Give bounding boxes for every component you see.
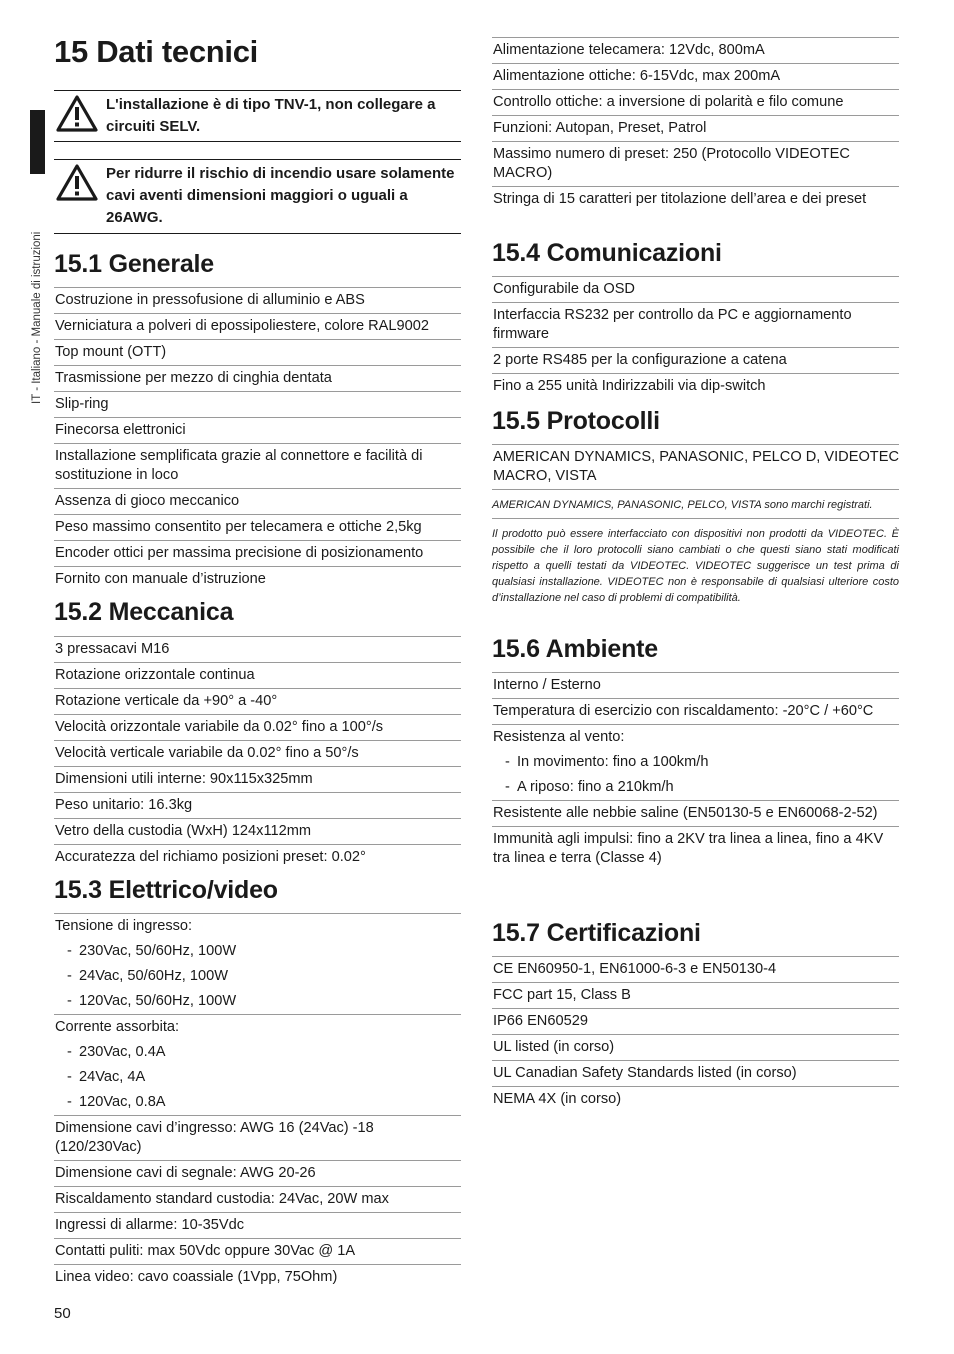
spec-list-certificazioni bbox=[492, 956, 899, 1112]
spec-row: Dimensione cavi di segnale: AWG 20-26 bbox=[54, 1160, 461, 1186]
bullet-dash: - bbox=[67, 1094, 72, 1110]
spec-row: Costruzione in pressofusione di alluminio e ABS bbox=[54, 287, 461, 313]
spec-row: Dimensioni utili interne: 90x115x325mm bbox=[54, 766, 461, 792]
spec-list-generale bbox=[54, 287, 461, 592]
spec-sub-row bbox=[54, 1090, 461, 1115]
spec-row: Configurabile da OSD bbox=[492, 276, 899, 302]
spec-row: Peso unitario: 16.3kg bbox=[54, 792, 461, 818]
sidebar-label bbox=[29, 180, 47, 410]
spec-sub-row bbox=[54, 1065, 461, 1090]
bullet-dash: - bbox=[67, 993, 72, 1009]
spec-row: CE EN60950-1, EN61000-6-3 e EN50130-4 bbox=[492, 956, 899, 982]
spec-row: Accuratezza del richiamo posizioni preset: 0.02° bbox=[54, 844, 461, 870]
spec-row: Tensione di ingresso: bbox=[54, 913, 461, 939]
section-title-protocolli: 15.5 Protocolli bbox=[492, 407, 660, 435]
spec-row: Massimo numero di preset: 250 (Protocollo VIDEOTEC MACRO) bbox=[492, 141, 899, 186]
warning-text: L'installazione è di tipo TNV-1, non collegare a circuiti SELV. bbox=[106, 96, 436, 135]
sidebar-marker bbox=[30, 110, 45, 174]
spec-row: Peso massimo consentito per telecamera e ottiche 2,5kg bbox=[54, 514, 461, 540]
spec-sub-row bbox=[492, 775, 899, 800]
spec-row: Rotazione verticale da +90° a -40° bbox=[54, 688, 461, 714]
warning-icon bbox=[56, 95, 98, 133]
spec-row: AMERICAN DYNAMICS, PANASONIC, PELCO D, VIDEOTEC MACRO, VISTA bbox=[492, 444, 899, 490]
warning-box bbox=[54, 159, 461, 234]
spec-row: Funzioni: Autopan, Preset, Patrol bbox=[492, 115, 899, 141]
spec-row: Verniciatura a polveri di epossipoliestere, colore RAL9002 bbox=[54, 313, 461, 339]
spec-sub-row bbox=[492, 750, 899, 775]
spec-row: Stringa di 15 caratteri per titolazione dell’area e dei preset bbox=[492, 186, 899, 212]
spec-row: Immunità agli impulsi: fino a 2KV tra linea a linea, fino a 4KV tra linea e terra (Classe 4) bbox=[492, 826, 899, 871]
spec-sub-text: In movimento: fino a 100km/h bbox=[517, 754, 709, 770]
spec-row: Resistente alle nebbie saline (EN50130-5 e EN60068-2-52) bbox=[492, 800, 899, 826]
page-number: 50 bbox=[54, 1305, 71, 1322]
spec-row: UL listed (in corso) bbox=[492, 1034, 899, 1060]
sidebar-label-text: IT - Italiano - Manuale di istruzioni bbox=[31, 231, 43, 404]
spec-row: Resistenza al vento: bbox=[492, 724, 899, 750]
spec-sub-row bbox=[54, 1040, 461, 1065]
compatibility-note: Il prodotto può essere interfacciato con dispositivi non prodotti da VIDEOTEC. È possibile che il loro protocolli siano cambiati o che questi siano stati modificati rispetto a quelli testati da VIDEOTEC. VIDEOTEC suggerisce un test prima di qualsiasi installazione. VIDEOTEC non è responsabile di qualsiasi ulteriore costo d’installazione nel caso di problemi di compatibilità. bbox=[492, 528, 899, 604]
spec-row: Fornito con manuale d’istruzione bbox=[54, 566, 461, 592]
spec-sub-text: A riposo: fino a 210km/h bbox=[517, 779, 674, 795]
bullet-dash: - bbox=[67, 1044, 72, 1060]
spec-sub-row bbox=[54, 964, 461, 989]
spec-sub-text: 120Vac, 50/60Hz, 100W bbox=[79, 993, 237, 1009]
spec-sub-text: 24Vac, 4A bbox=[79, 1069, 146, 1085]
spec-row: Ingressi di allarme: 10-35Vdc bbox=[54, 1212, 461, 1238]
spec-row: Encoder ottici per massima precisione di posizionamento bbox=[54, 540, 461, 566]
warning-text: Per ridurre il rischio di incendio usare solamente cavi aventi dimensioni maggiori o uguali a 26AWG. bbox=[106, 165, 455, 226]
spec-row: 3 pressacavi M16 bbox=[54, 636, 461, 662]
section-title-elettrico: 15.3 Elettrico/video bbox=[54, 876, 278, 904]
spec-row: Linea video: cavo coassiale (1Vpp, 75Ohm) bbox=[54, 1264, 461, 1290]
spec-sub-text: 230Vac, 0.4A bbox=[79, 1044, 166, 1060]
spec-sub-text: 120Vac, 0.8A bbox=[79, 1094, 166, 1110]
spec-row: NEMA 4X (in corso) bbox=[492, 1086, 899, 1112]
spec-list-elettrico-cont bbox=[492, 37, 899, 212]
spec-row: Interfaccia RS232 per controllo da PC e aggiornamento firmware bbox=[492, 302, 899, 347]
spec-row: Controllo ottiche: a inversione di polarità e filo comune bbox=[492, 89, 899, 115]
spec-row: Velocità verticale variabile da 0.02° fino a 50°/s bbox=[54, 740, 461, 766]
spec-sub-row bbox=[54, 939, 461, 964]
spec-row: Slip-ring bbox=[54, 391, 461, 417]
spec-row: Vetro della custodia (WxH) 124x112mm bbox=[54, 818, 461, 844]
page-title: 15 Dati tecnici bbox=[54, 34, 258, 69]
spec-list-ambiente bbox=[492, 672, 899, 871]
spec-row: Finecorsa elettronici bbox=[54, 417, 461, 443]
spec-row: Installazione semplificata grazie al connettore e facilità di sostituzione in loco bbox=[54, 443, 461, 488]
spec-row: Top mount (OTT) bbox=[54, 339, 461, 365]
warning-box bbox=[54, 90, 461, 142]
bullet-dash: - bbox=[505, 754, 510, 770]
spec-row: Riscaldamento standard custodia: 24Vac, 20W max bbox=[54, 1186, 461, 1212]
section-title-generale: 15.1 Generale bbox=[54, 250, 215, 278]
bullet-dash: - bbox=[67, 968, 72, 984]
spec-row: Dimensione cavi d’ingresso: AWG 16 (24Vac) -18 (120/230Vac) bbox=[54, 1115, 461, 1160]
trademark-note: AMERICAN DYNAMICS, PANASONIC, PELCO, VISTA sono marchi registrati. bbox=[492, 499, 873, 511]
spec-row: Trasmissione per mezzo di cinghia dentata bbox=[54, 365, 461, 391]
section-title-ambiente: 15.6 Ambiente bbox=[492, 635, 658, 663]
spec-sub-text: 24Vac, 50/60Hz, 100W bbox=[79, 968, 228, 984]
spec-row: Assenza di gioco meccanico bbox=[54, 488, 461, 514]
spec-list-elettrico bbox=[54, 913, 461, 1290]
spec-row: Interno / Esterno bbox=[492, 672, 899, 698]
spec-row: Velocità orizzontale variabile da 0.02° fino a 100°/s bbox=[54, 714, 461, 740]
spec-list-protocolli bbox=[492, 444, 899, 490]
section-title-certificazioni: 15.7 Certificazioni bbox=[492, 919, 701, 947]
spec-row: Temperatura di esercizio con riscaldamento: -20°C / +60°C bbox=[492, 698, 899, 724]
spec-row: Rotazione orizzontale continua bbox=[54, 662, 461, 688]
spec-list-comunicazioni bbox=[492, 276, 899, 399]
spec-sub-row bbox=[54, 989, 461, 1014]
spec-row: Alimentazione telecamera: 12Vdc, 800mA bbox=[492, 37, 899, 63]
bullet-dash: - bbox=[67, 943, 72, 959]
spec-row: IP66 EN60529 bbox=[492, 1008, 899, 1034]
spec-row: UL Canadian Safety Standards listed (in corso) bbox=[492, 1060, 899, 1086]
spec-row: FCC part 15, Class B bbox=[492, 982, 899, 1008]
bullet-dash: - bbox=[505, 779, 510, 795]
spec-row: Fino a 255 unità Indirizzabili via dip-switch bbox=[492, 373, 899, 399]
warning-icon bbox=[56, 164, 98, 202]
divider bbox=[492, 518, 899, 519]
section-title-comunicazioni: 15.4 Comunicazioni bbox=[492, 239, 722, 267]
spec-row: Corrente assorbita: bbox=[54, 1014, 461, 1040]
spec-row: 2 porte RS485 per la configurazione a catena bbox=[492, 347, 899, 373]
bullet-dash: - bbox=[67, 1069, 72, 1085]
spec-row: Alimentazione ottiche: 6-15Vdc, max 200mA bbox=[492, 63, 899, 89]
spec-row: Contatti puliti: max 50Vdc oppure 30Vac @ 1A bbox=[54, 1238, 461, 1264]
spec-list-meccanica bbox=[54, 636, 461, 870]
spec-sub-text: 230Vac, 50/60Hz, 100W bbox=[79, 943, 237, 959]
section-title-meccanica: 15.2 Meccanica bbox=[54, 598, 234, 626]
